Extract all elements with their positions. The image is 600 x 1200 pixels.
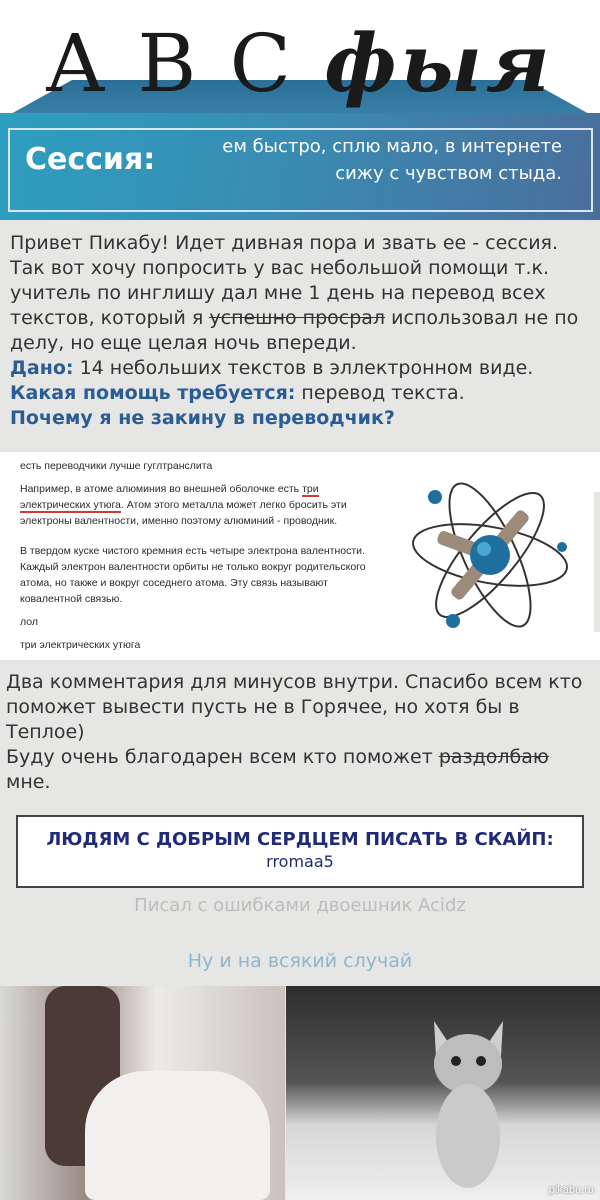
screenshot-text bbox=[20, 458, 380, 660]
strikethrough-text: успешно просрал bbox=[209, 307, 386, 329]
given-label: Дано: bbox=[10, 357, 74, 379]
signature: Писал с ошибками двоешник Acidz bbox=[134, 895, 466, 916]
screenshot-p2-a: Например, в атоме алюминия во внешней оболочке есть bbox=[20, 483, 303, 495]
intro-text bbox=[10, 231, 595, 431]
help-label: Какая помощь требуется: bbox=[10, 382, 296, 404]
watermark: pikabu.ru bbox=[548, 1184, 594, 1196]
photos bbox=[0, 986, 600, 1200]
intro-paragraph bbox=[10, 231, 595, 356]
lower-p2-b: мне. bbox=[6, 771, 51, 793]
intro-text-a: Привет Пикабу! Идет дивная пора и звать ее - сессия. Так вот хочу попросить у вас небольшой помощи т.к. учитель по инглишу дал мне 1 день на перевод всех текстов, который я bbox=[10, 232, 559, 329]
banner-tagline-line2: сижу с чувством стыда. bbox=[335, 163, 562, 184]
given-text: 14 небольших текстов в эллектронном виде. bbox=[73, 357, 534, 379]
kitten-icon bbox=[426, 1016, 511, 1191]
logo bbox=[0, 18, 600, 109]
screenshot-paragraph-3: В твердом куске чистого кремния есть четыре электрона валентности. Каждый электрон валентности орбиты не только вокруг родительского атома, но также и вокруг соседнего атома. Эту связь называют ковалентной связью. bbox=[20, 545, 366, 605]
given-line bbox=[10, 356, 595, 381]
red-underlined-text: три электрических утюга bbox=[20, 483, 319, 511]
screenshot-paragraph-5: три электрических утюга bbox=[20, 639, 141, 651]
photo-right bbox=[286, 986, 600, 1200]
screenshot-p2-b: . Атом этого металла может легко бросить эти электроны валентности, именно поэтому алюминий - проводник. bbox=[20, 499, 347, 527]
help-text: перевод текста. bbox=[295, 382, 465, 404]
lower-p2-a: Буду очень благодарен всем кто поможет bbox=[6, 746, 439, 768]
skype-title: ЛЮДЯМ С ДОБРЫМ СЕРДЦЕМ ПИСАТЬ В СКАЙП: bbox=[46, 829, 554, 850]
lower-paragraph-2 bbox=[6, 745, 596, 795]
banner-tagline bbox=[222, 133, 562, 187]
atom-icon bbox=[405, 480, 575, 630]
lower-paragraph-1: Два комментария для минусов внутри. Спасибо всем кто поможет вывести пусть не в Горячее, но хотя бы в Теплое) bbox=[6, 671, 583, 743]
photo-left-shirt bbox=[85, 1071, 270, 1200]
skype-id: rromaa5 bbox=[266, 852, 334, 871]
just-in-case-caption: Ну и на всякий случай bbox=[187, 950, 413, 972]
photo-left bbox=[0, 986, 285, 1200]
screenshot-paragraph-4: лол bbox=[20, 616, 38, 628]
strikethrough-text-2: раздолбаю bbox=[438, 746, 549, 768]
logo-serif: A B C bbox=[46, 17, 295, 110]
banner-tagline-line1: ем быстро, сплю мало, в интернете bbox=[222, 136, 562, 157]
lower-text bbox=[6, 670, 596, 795]
header bbox=[0, 0, 600, 220]
logo-cursive: фыя bbox=[324, 16, 554, 110]
skype-box bbox=[16, 815, 584, 888]
why-question: Почему я не закину в переводчик? bbox=[10, 407, 395, 429]
banner-label: Сессия: bbox=[25, 142, 156, 177]
screenshot-paragraph-2 bbox=[20, 481, 380, 529]
screenshot-line1: есть переводчики лучше гуглтранслита bbox=[20, 460, 213, 472]
intro-text-b: использовал не по делу, но еще целая ночь впереди. bbox=[10, 307, 579, 354]
help-line bbox=[10, 381, 595, 406]
screenshot-edge bbox=[594, 492, 600, 632]
